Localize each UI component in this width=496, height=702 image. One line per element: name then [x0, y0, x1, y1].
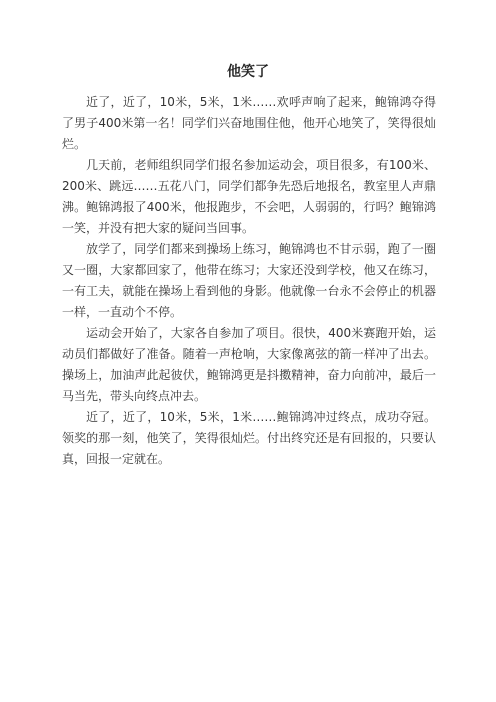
document-body — [62, 92, 436, 470]
paragraph-5: 近了，近了，10米，5米，1米……鲍锦鸿冲过终点，成功夺冠。领奖的那一刻，他笑了，笑得很灿烂。付出终究还是有回报的，只要认真，回报一定就在。 — [62, 410, 436, 466]
paragraph-3: 放学了，同学们都来到操场上练习，鲍锦鸿也不甘示弱，跑了一圈又一圈，大家都回家了，他带在练习；大家还没到学校，他又在练习，一有工夫，就能在操场上看到他的身影。他就像一台永不会停止的机器一样，一直动个不停。 — [62, 242, 436, 319]
paragraph-2: 几天前，老师组织同学们报名参加运动会，项目很多，有100米、200米、跳远……五花八门，同学们都争先恐后地报名，教室里人声鼎沸。鲍锦鸿报了400米，他报跑步，不会吧，人弱弱的，行吗？鲍锦鸿一笑，并没有把大家的疑问当回事。 — [62, 158, 436, 235]
paragraph-4: 运动会开始了，大家各自参加了项目。很快，400米赛跑开始，运动员们都做好了准备。随着一声枪响，大家像离弦的箭一样冲了出去。操场上，加油声此起彼伏，鲍锦鸿更是抖擞精神，奋力向前冲，最后一马当先，带头向终点冲去。 — [62, 326, 436, 403]
paragraph-1: 近了，近了，10米，5米，1米……欢呼声响了起来，鲍锦鸿夺得了男子400米第一名！同学们兴奋地围住他，他开心地笑了，笑得很灿烂。 — [62, 95, 436, 151]
document-title: 他笑了 — [227, 64, 269, 80]
